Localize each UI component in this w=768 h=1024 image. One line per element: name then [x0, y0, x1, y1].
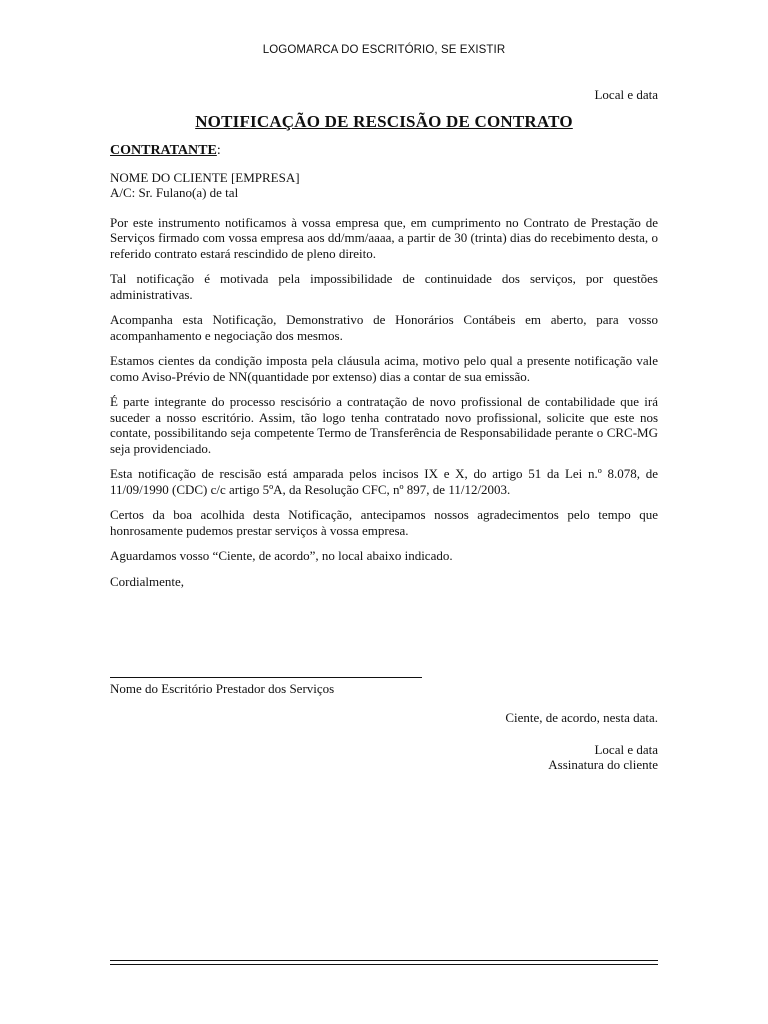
- contratante-heading: [110, 143, 658, 159]
- document-title: NOTIFICAÇÃO DE RESCISÃO DE CONTRATO: [195, 112, 573, 131]
- place-date-header: Local e data: [594, 87, 658, 102]
- paragraph-new-accountant: É parte integrante do processo rescisório a contratação de novo profissional de contabilidade que irá suceder a nosso escritório. Assim, tão logo tenha contratado novo profissional, solicite que este nos contate, possibilitando seja competente Termo de Transferência de Responsabilidade perante o CRC-MG seja providenciado.: [110, 394, 658, 456]
- logo-placeholder: LOGOMARCA DO ESCRITÓRIO, SE EXISTIR: [262, 44, 506, 56]
- contratante-colon: :: [216, 143, 221, 158]
- paragraph-motivation: Tal notificação é motivada pela impossibilidade de continuidade dos serviços, por questões administrativas.: [110, 271, 658, 302]
- client-signature-label: Assinatura do cliente: [548, 757, 658, 772]
- office-name-label: Nome do Escritório Prestador dos Serviços: [110, 681, 335, 696]
- paragraph-legal-basis: Esta notificação de rescisão está amparada pelos incisos IX e X, do artigo 51 da Lei n.º 8.078, de 11/09/1990 (CDC) c/c artigo 5ºA, da Resolução CFC, nº 897, de 11/12/2003.: [110, 466, 658, 497]
- signature-line: [110, 677, 422, 678]
- footer-double-rule: [110, 960, 658, 965]
- paragraph-await: Aguardamos vosso “Ciente, de acordo”, no local abaixo indicado.: [110, 548, 453, 563]
- closing-salutation: Cordialmente,: [110, 573, 185, 589]
- client-signature-block: [548, 742, 658, 772]
- paragraph-thanks: Certos da boa acolhida desta Notificação, antecipamos nossos agradecimentos pelo tempo que honrosamente pudemos prestar serviços à vossa empresa.: [110, 507, 658, 538]
- agreement-text: Ciente, de acordo, nesta data.: [505, 710, 658, 725]
- client-name: NOME DO CLIENTE [EMPRESA]: [110, 169, 300, 185]
- paragraph-notification: Por este instrumento notificamos à vossa empresa que, em cumprimento no Contrato de Prestação de Serviços firmado com vossa empresa aos dd/mm/aaaa, a partir de 30 (trinta) dias do recebimento desta, o referido contrato estará rescindido de pleno direito.: [110, 214, 658, 261]
- place-date-footer: Local e data: [594, 742, 658, 757]
- contratante-label: CONTRATANTE: [110, 143, 217, 158]
- attention-line: A/C: Sr. Fulano(a) de tal: [110, 184, 239, 200]
- client-address-block: [110, 170, 658, 200]
- paragraph-attachment: Acompanha esta Notificação, Demonstrativo de Honorários Contábeis em aberto, para vosso acompanhamento e negociação dos mesmos.: [110, 312, 658, 343]
- document-body: [110, 143, 658, 597]
- paragraph-prior-notice: Estamos cientes da condição imposta pela cláusula acima, motivo pelo qual a presente notificação vale como Aviso-Prévio de NN(quantidade por extenso) dias a contar de sua emissão.: [110, 353, 658, 384]
